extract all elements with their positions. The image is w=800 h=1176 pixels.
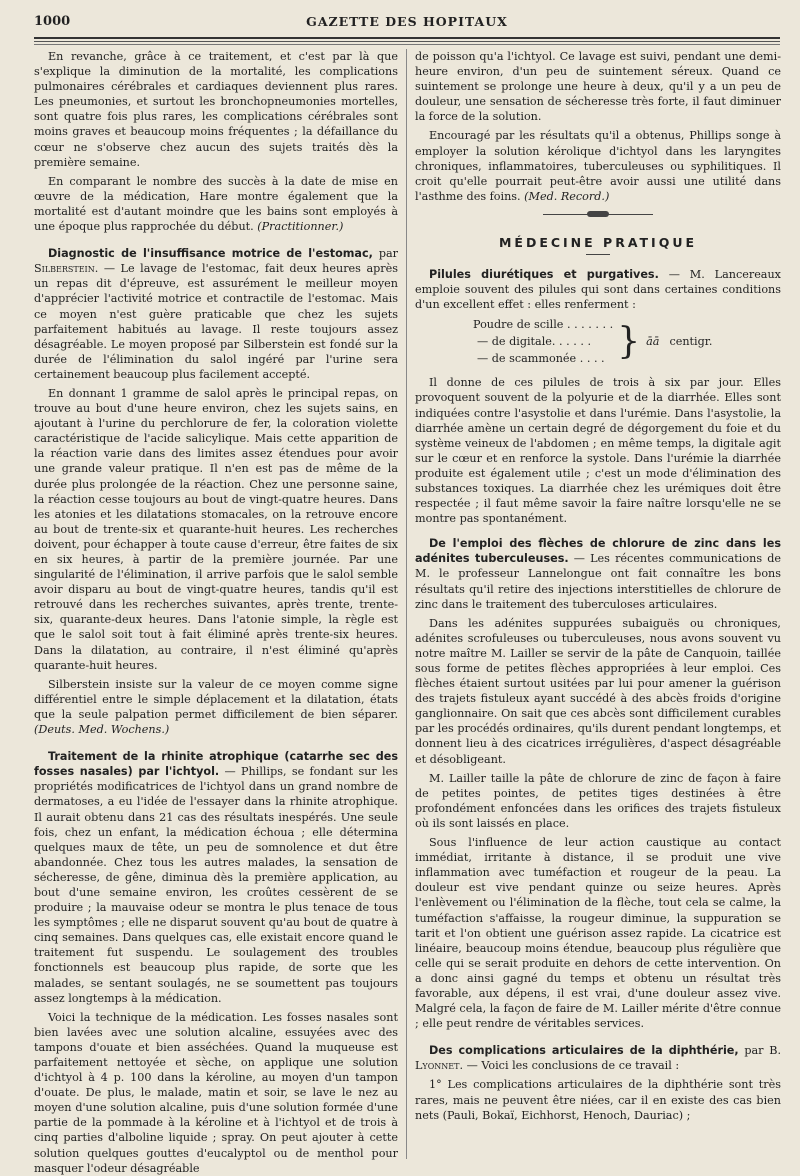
header-rule-thin bbox=[34, 41, 780, 42]
source-citation: (Practitionner.) bbox=[257, 220, 344, 234]
paragraph: Voici la technique de la médication. Les fosses nasales sont bien lavées avec une solution alcaline, essuyées avec des tampons d'ouate et bien asséchées. Quand la muqueuse est parfaitement nettoyée et sèche, on applique une solution d'ichtyol à 4 p. 100 dans la kéroline, au moyen d'un tampon d'ouate. De plus, le malade, matin et soir, se lave le nez au moyen d'une solution alcaline, puis d'une solution formée d'une partie de la pommade à la kéroline et à l'ichtyol et de trois à cinq parties d'alboline liquide ; spray. On peut ajouter à cette solution quelques gouttes d'eucalyptol ou de menthol pour masquer l'odeur désagréable bbox=[34, 1010, 398, 1175]
section-title: MÉDECINE PRATIQUE bbox=[498, 234, 698, 250]
ornament-center bbox=[587, 211, 609, 217]
paragraph: En revanche, grâce à ce traitement, et c'est par là que s'explique la diminution de la mortalité, les complications pulmonaires cérébrales et cardiaques deviennent plus rares. Les pneumonies, et surtout les bronchopneumonies mortelles, sont quatre fois plus rares, les complications cérébrales sont moins graves et beaucoup moins fréquentes ; la défaillance du cœur ne s'observe chez aucun des sujets traités dès la première semaine. bbox=[34, 50, 398, 169]
recipe-item: — de digitale. . . . . . bbox=[477, 335, 592, 349]
paragraph: Dans les adénites suppurées subaiguës ou chroniques, adénites scrofuleuses ou tuberculeuses, nous avons souvent vu notre maître M. Lailler se servir de la pâte de Canquoin, taillée sous forme de petites flèches appropriées à leur emploi. Ces flèches étaient surtout usitées par lui pour amener la guérison des trajets fistuleux ayant succédé à des abcès froids d'origine ganglionnaire. On sait que ces abcès sont difficilement curables par les procédés ordinaires, qu'ils durent pendant longtemps, et donnent lieu à des cicatrices irrégulières, d'aspect désagréable et désobligeant. bbox=[415, 616, 781, 766]
left-column bbox=[34, 49, 399, 1175]
article-author: Silberstein. bbox=[34, 262, 99, 276]
recipe-dose-aa: āā bbox=[646, 335, 660, 349]
paragraph: de poisson qu'a l'ichtyol. Ce lavage est suivi, pendant une demi-heure environ, d'un peu de suintement séreux. Quand ce suintement se prolonge une heure à deux, qu'il y a un peu de douleur, une sensation de sécheresse très forte, il faut diminuer la force de la solution. bbox=[415, 50, 781, 124]
paragraph-text: Encouragé par les résultats qu'il a obtenus, Phillips songe à employer la solution kérolique d'ichtyol dans les laryngites chroniques, inflammatoires, tuberculeuses ou syphilitiques. Il croit qu'elle pourrait peut-être avoir aussi une utilité dans l'asthme des foins. bbox=[415, 129, 781, 203]
right-column bbox=[415, 49, 781, 1159]
recipe-item: — de scammonée . . . . bbox=[477, 352, 605, 366]
journal-title: GAZETTE DES HOPITAUX bbox=[306, 14, 508, 29]
paragraph-text: — M. Lancereaux emploie souvent des pilules qui sont dans certaines conditions d'un excellent effet : elles renferment : bbox=[415, 268, 781, 312]
article-stomach bbox=[34, 246, 398, 382]
paragraph-text: — Les récentes communications de M. le professeur Lannelongue ont fait connaître les bons résultats qu'il retire des injections interstitielles de chlorure de zinc dans le traitement des tuberculoses articulaires. bbox=[415, 552, 781, 611]
paragraph: En donnant 1 gramme de salol après le principal repas, on trouve au bout d'une heure environ, chez les sujets sains, en ajoutant à l'urine du perchlorure de fer, la coloration violette caractéristique de l'acide salicylique. Mais cette apparition de la réaction varie dans des limites assez étendues pour avoir une grande valeur pratique. Il n'en est pas de même de la durée plus prolongée de la réaction. Chez une personne saine, la réaction cesse toujours au bout de vingt-quatre heures. Dans les atonies et les dilatations stomacales, on la retrouve encore au bout de trente-six et quarante-huit heures. Les recherches doivent, pour échapper à toute cause d'erreur, être faites de six en six heures, à partir de la première journée. Par une singularité de l'élimination, il arrive parfois que le salol semble avoir disparu au bout de vingt-quatre heures, tandis qu'il est retrouvé dans les recherches suivantes, après trente, trente-six, quarante-deux heures. Dans l'atonie simple, la règle est que le salol soit tout à fait éliminé après trente-six heures. Dans la dilatation, au contraire, il n'est éliminé qu'après quarante-huit heures. bbox=[34, 386, 398, 672]
paragraph-text: — Voici les conclusions de ce travail : bbox=[466, 1059, 680, 1073]
recipe-block bbox=[473, 316, 781, 367]
paragraph-text: En comparant le nombre des succès à la date de mise en œuvre de la médication, Hare montre également que la mortalité est d'autant moindre que les bains sont employés à une époque plus rapprochée du début. bbox=[34, 174, 398, 234]
paragraph-text: — Le lavage de l'estomac, fait deux heures après un repas dit d'épreuve, est assurément le meilleur moyen d'apprécier l'activité motrice et contractile de l'estomac. Mais ce moyen n'est guère praticable que chez les sujets parfaitement habitués au lavage. Il reste toujours assez désagréable. Le moyen proposé par Silberstein est fondé sur la durée de l'élimination du salol ingéré par l'urine sera certainement beaucoup plus facilement accepté. bbox=[34, 262, 398, 381]
recipe-dose-unit: centigr. bbox=[669, 335, 713, 349]
article-title: Des complications articulaires de la diphthérie, bbox=[429, 1044, 739, 1058]
article-title: Traitement de la rhinite atrophique (catarrhe sec des fosses nasales) par l'ichtyol. bbox=[34, 750, 398, 779]
header-rule-thick bbox=[34, 37, 780, 39]
article-title: Diagnostic de l'insuffisance motrice de l'estomac, bbox=[48, 247, 373, 261]
page-number: 1000 bbox=[34, 14, 71, 29]
paragraph bbox=[415, 128, 781, 203]
recipe-brace: } bbox=[617, 320, 641, 362]
article-pills bbox=[415, 267, 781, 312]
recipe-items bbox=[473, 316, 613, 367]
source-citation: (Deuts. Med. Wochens.) bbox=[34, 723, 170, 737]
paragraph-text: — Phillips, se fondant sur les propriétés modificatrices de l'ichtyol dans un grand nombre de dermatoses, a eu l'idée de l'essayer dans la rhinite atrophique. Il aurait obtenu dans 21 cas des résultats inespérés. Une seule fois, chez un enfant, la médication échoua ; elle détermina quelques maux de tête, un peu de somnolence et dut être abandonnée. Chez tous les autres malades, la sensation de sécheresse, de gêne, diminua dès la première application, au bout d'une semaine environ, les croûtes cessèrent de se produire ; la mauvaise odeur se montra le plus tenace de tous les symptômes ; elle ne disparut souvent qu'au bout de quatre à cinq semaines. Dans quelques cas, elle existait encore quand le traitement fut suspendu. Le soulagement des troubles fonctionnels est beaucoup plus rapide, de sorte que les malades, se sentant soulagés, ne se soumettent pas toujours assez longtemps à la médication. bbox=[34, 765, 399, 1005]
paragraph: M. Lailler taille la pâte de chlorure de zinc de façon à faire de petites pointes, de petites tiges destinées à être profondément enfoncées dans les orifices des trajets fistuleux où ils sont laissés en place. bbox=[415, 771, 781, 830]
paragraph: Sous l'influence de leur action caustique au contact immédiat, irritante à distance, il se produit une vive inflammation avec tuméfaction et rougeur de la peau. La douleur est vive pendant quinze ou seize heures. Après l'enlèvement ou l'élimination de la flèche, tout cela se calme, la tuméfaction s'affaisse, la rougeur diminue, la suppuration se tarit et l'on obtient une guérison assez rapide. La cicatrice est linéaire, beaucoup moins étendue, beaucoup plus régulière que celle qui se serait produite en dehors de cette intervention. On a donc ainsi gagné du temps et obtenu un résultat très favorable, aux dépens, il est vrai, d'une douleur assez vive. Malgré cela, la façon de faire de M. Lailler mérite d'être connue ; elle peut rendre de véritables services. bbox=[415, 836, 781, 1031]
page-header bbox=[34, 14, 780, 36]
article-title: De l'emploi des flèches de chlorure de zinc dans les adénites tuberculeuses. bbox=[415, 537, 781, 566]
recipe-item: Poudre de scille . . . . . . . bbox=[473, 318, 614, 332]
header-rule-thin-2 bbox=[34, 44, 780, 45]
column-divider bbox=[406, 49, 407, 1159]
source-citation: (Med. Record.) bbox=[524, 189, 610, 203]
paragraph-text: Silberstein insiste sur la valeur de ce moyen comme signe différentiel entre le simple déplacement et la dilatation, états que la seule palpation permet difficilement de bien séparer. bbox=[34, 677, 398, 721]
paragraph bbox=[34, 677, 398, 737]
ornament-divider bbox=[543, 214, 653, 215]
article-title: Pilules diurétiques et purgatives. bbox=[429, 268, 659, 282]
paragraph bbox=[34, 174, 398, 234]
article-by: par bbox=[378, 247, 398, 261]
section-rule bbox=[586, 254, 610, 255]
paragraph: Il donne de ces pilules de trois à six par jour. Elles provoquent souvent de la polyurie et de la diarrhée. Elles sont indiquées contre l'asystolie et dans l'urémie. Dans l'asystolie, la diarrhée amène un certain degré de dégorgement du foie et du système veineux de l'abdomen ; en même temps, la digitale agit sur le cœur et en renforce la systole. Dans l'urémie la diarrhée produite est également utile ; c'est un mode d'élimination des substances toxiques. La diarrhée chez les urémiques doit être respectée ; il faut même savoir la faire naître lorsqu'elle ne se montre pas spontanément. bbox=[415, 376, 781, 526]
article-rhinitis bbox=[34, 749, 398, 1006]
article-diphtheria bbox=[415, 1043, 781, 1073]
article-by: par bbox=[744, 1044, 764, 1058]
article-zinc bbox=[415, 536, 781, 611]
paragraph: 1° Les complications articulaires de la diphthérie sont très rares, mais ne peuvent être niées, car il en existe des cas bien nets (Pauli, Bokaï, Eichhorst, Henoch, Dauriac) ; bbox=[415, 1078, 781, 1122]
article-author: B. Lyonnet. bbox=[415, 1044, 781, 1073]
